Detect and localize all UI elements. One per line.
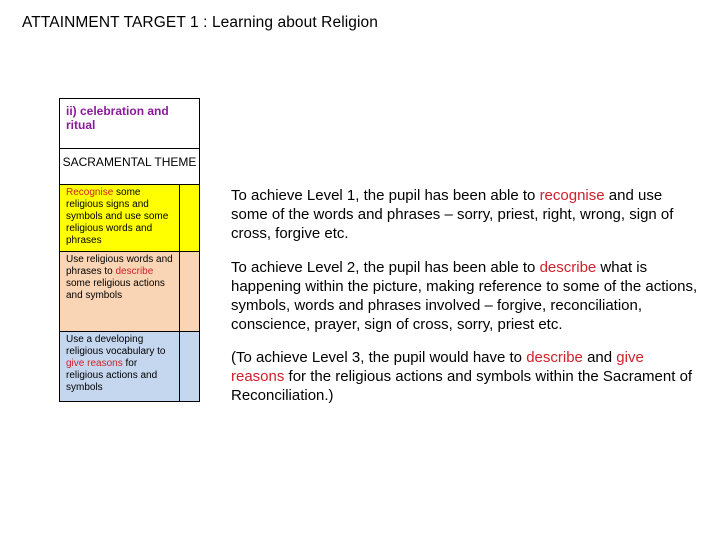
level-3-keyword: give reasons [66,358,123,369]
level-1-keyword: Recognise [66,187,114,198]
page-title: ATTAINMENT TARGET 1 : Learning about Religion [22,14,378,31]
level-1-marker [180,185,199,251]
level-2-description: To achieve Level 2, the pupil has been able to describe what is happening within the picture, making reference to some of the actions, symbols, words and phrases involved – forgive, reconciliation, conscience, prayer, sign of cross, sorry, priest etc. [231,259,698,333]
theme-label: SACRAMENTAL THEME [59,148,200,185]
level-2-row [59,252,200,332]
category-label: ii) celebration and ritual [59,98,200,148]
level-1-description: To achieve Level 1, the pupil has been able to recognise and use some of the words and phrases – sorry, priest, right, wrong, sign of cross, forgive etc. [231,187,674,242]
level-3-criteria: Use a developing religious vocabulary to give reasons for religious actions and symbols [60,332,180,401]
level-3-description: (To achieve Level 3, the pupil would have to describe and give reasons for the religious actions and symbols within the Sacrament of Reconciliation.) [231,349,693,404]
level-3-row [59,332,200,402]
level-3-marker [180,332,199,401]
level-1-row [59,185,200,252]
level-2-criteria: Use religious words and phrases to describe some religious actions and symbols [60,252,180,331]
level-2-keyword: describe [115,266,154,277]
level-2-marker [180,252,199,331]
level-1-criteria: Recognise some religious signs and symbols and use some religious words and phrases [60,185,180,251]
